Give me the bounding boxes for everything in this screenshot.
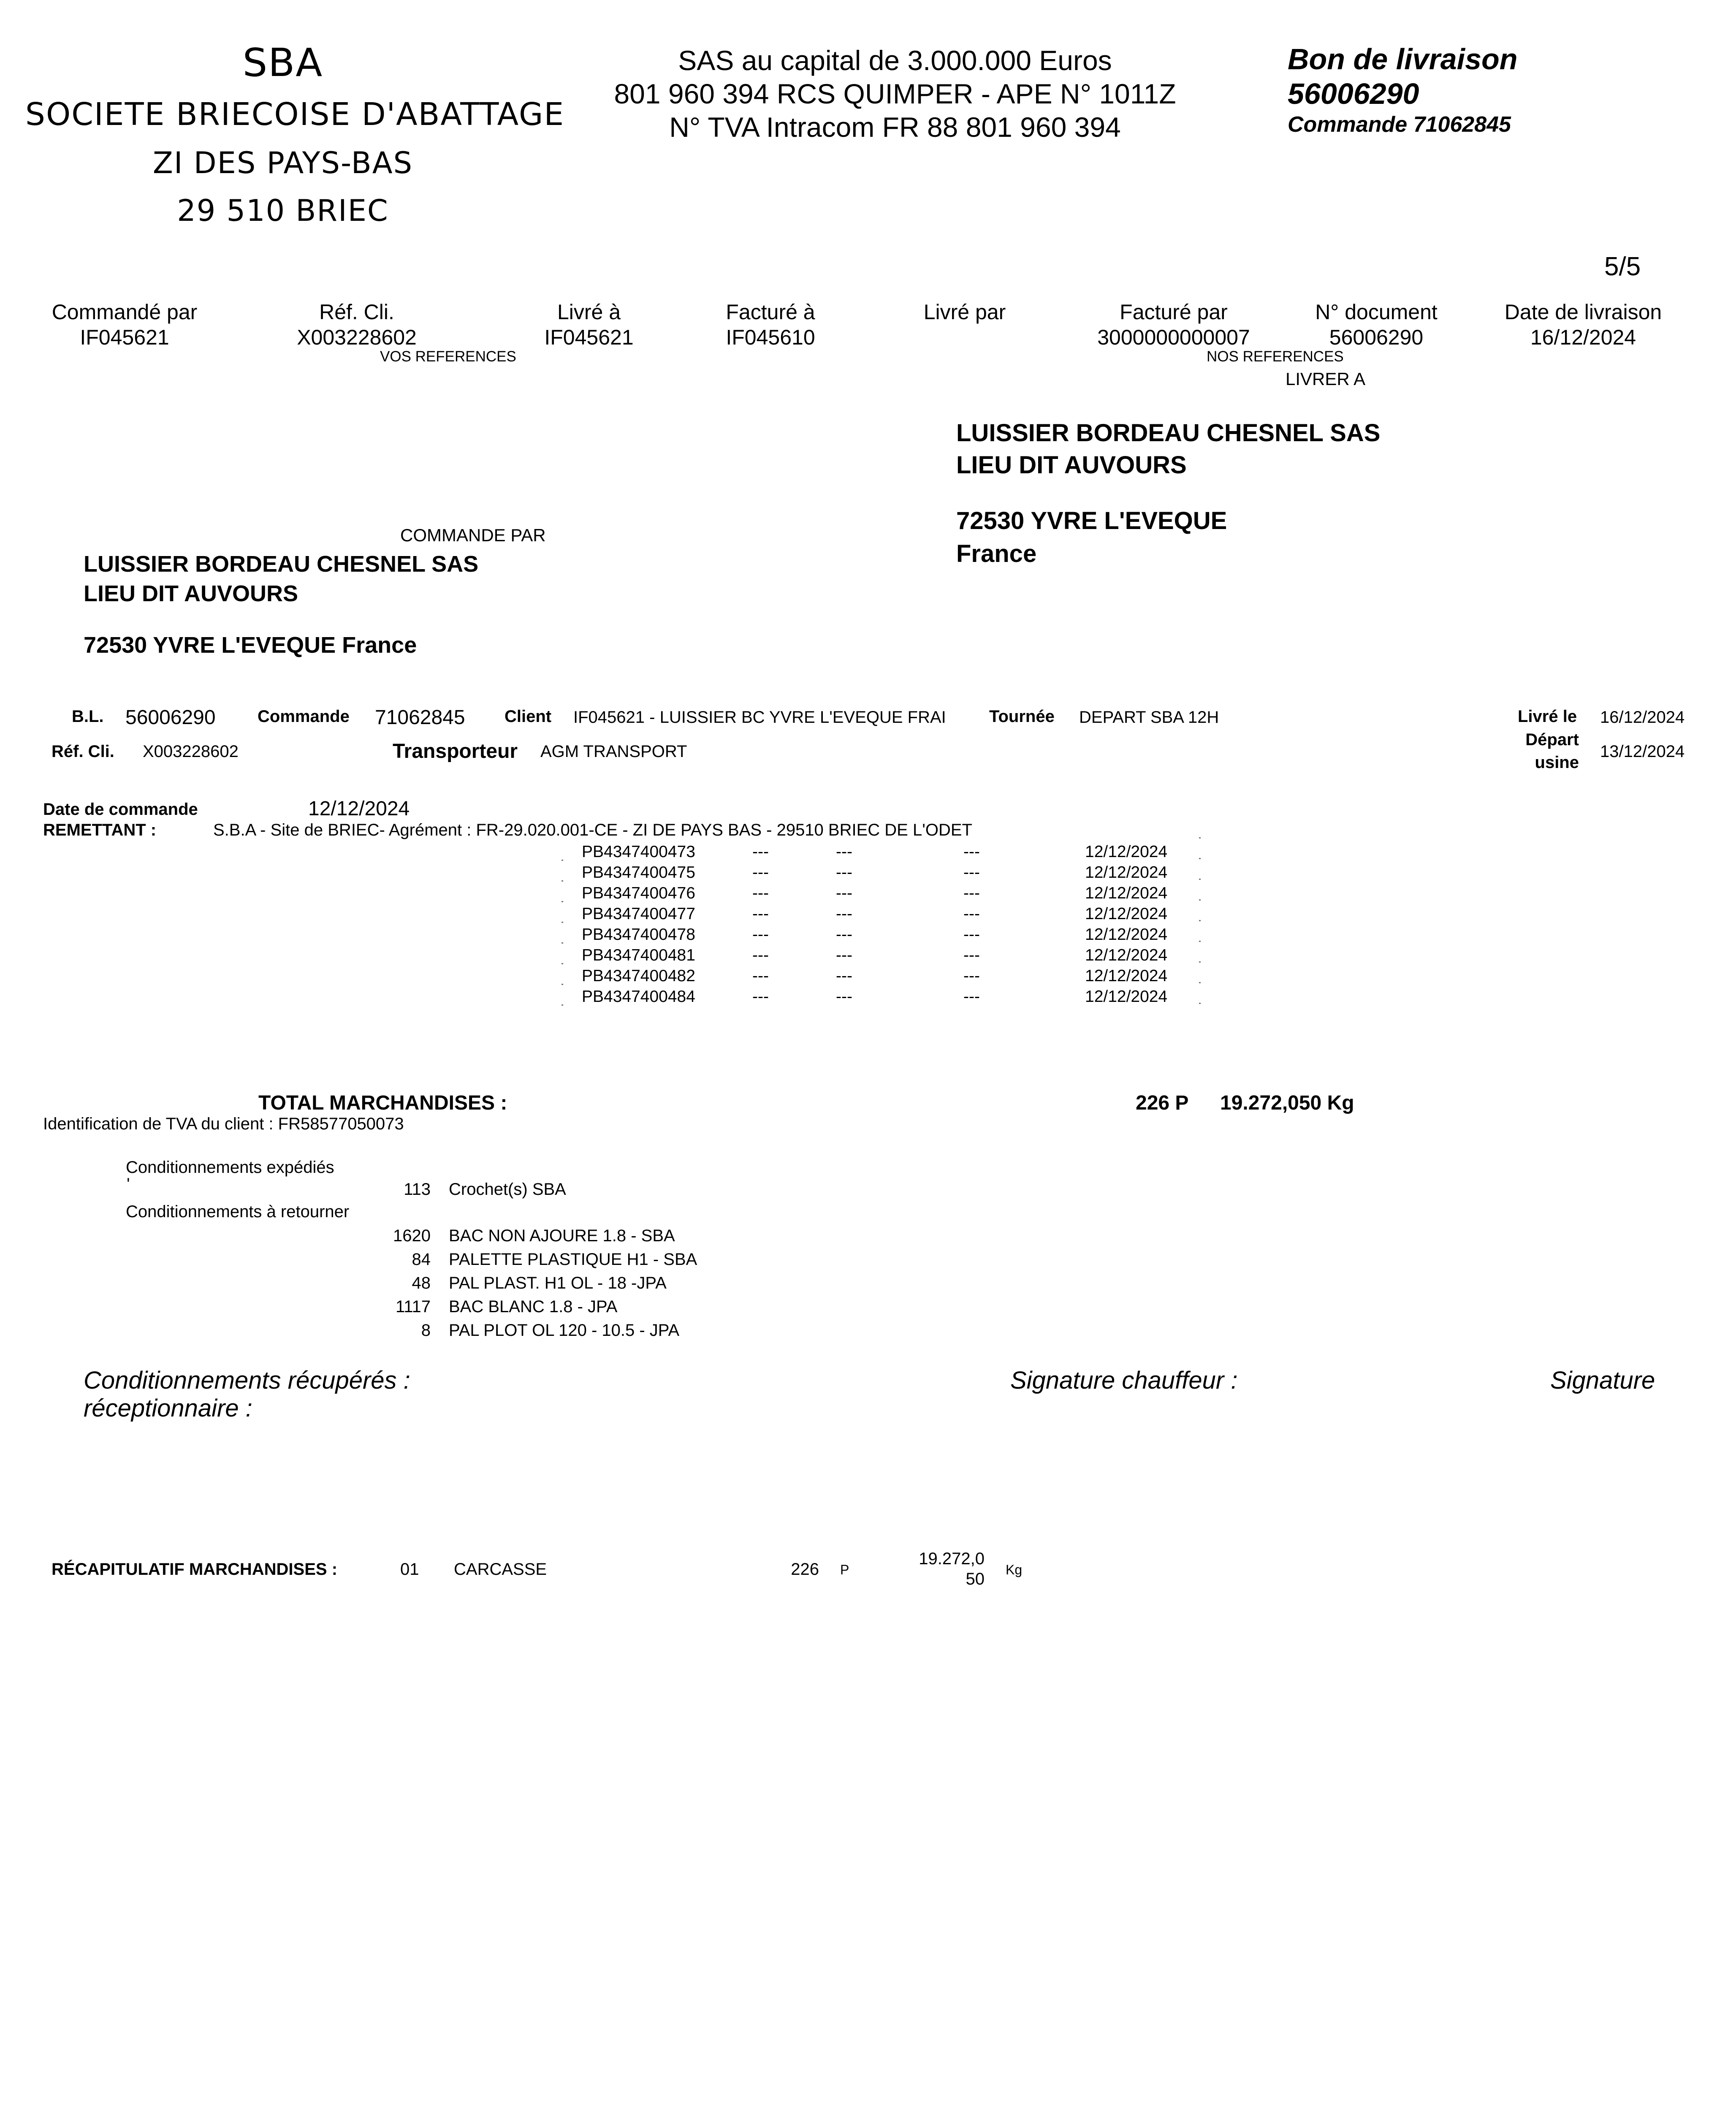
packaging-label: Crochet(s) SBA <box>449 1180 566 1199</box>
tour-value: DEPART SBA 12H <box>1079 708 1219 727</box>
row-tick-mark <box>1199 982 1201 983</box>
row-tick-mark <box>561 963 563 964</box>
batch-ref: PB4347400475 <box>582 863 695 882</box>
deliver-to-label: LIVRER A <box>1286 369 1366 389</box>
departure-value: 13/12/2024 <box>1600 742 1685 761</box>
row-tick-mark <box>561 922 563 923</box>
batch-date: 12/12/2024 <box>1085 905 1168 923</box>
packaging-qty: 1620 <box>393 1226 431 1245</box>
packaging-qty: 113 <box>404 1180 431 1199</box>
batch-col-1: --- <box>752 946 769 964</box>
our-references-label: NOS REFERENCES <box>1207 348 1344 365</box>
batch-col-2: --- <box>836 946 852 964</box>
packaging-label: PAL PLAST. H1 OL - 18 -JPA <box>449 1274 667 1292</box>
row-tick-mark <box>1199 961 1201 963</box>
row-tick-mark <box>561 860 563 861</box>
ordering-address-line-1: LUISSIER BORDEAU CHESNEL SAS <box>84 551 479 577</box>
recap-weight-unit: Kg <box>1006 1562 1023 1577</box>
ref-ordered-by-value: IF045621 <box>80 326 169 349</box>
ref-delivery-date-value: 16/12/2024 <box>1530 326 1636 349</box>
delivery-address-line-2: LIEU DIT AUVOURS <box>956 451 1187 479</box>
bl-value: 56006290 <box>125 706 216 729</box>
batch-col-3: --- <box>963 925 980 944</box>
carrier-label: Transporteur <box>393 740 518 762</box>
row-tick-mark <box>561 942 563 944</box>
document-type: Bon de livraison <box>1288 43 1518 76</box>
batch-col-3: --- <box>963 946 980 964</box>
ref-document-number-label: N° document <box>1315 300 1438 324</box>
packaging-qty: 48 <box>412 1274 431 1292</box>
ref-delivered-by-label: Livré par <box>923 300 1006 324</box>
legal-rcs: 801 960 394 RCS QUIMPER - APE N° 1011Z <box>614 78 1176 109</box>
recap-label: RÉCAPITULATIF MARCHANDISES : <box>52 1560 338 1579</box>
batch-ref: PB4347400481 <box>582 946 695 964</box>
batch-ref: PB4347400482 <box>582 967 695 985</box>
packaging-label: BAC NON AJOURE 1.8 - SBA <box>449 1226 675 1245</box>
delivery-address-line-3: 72530 YVRE L'EVEQUE <box>956 507 1227 535</box>
ref-document-number-value: 56006290 <box>1329 326 1424 349</box>
receiver-signature-label: Signature <box>1550 1367 1655 1394</box>
row-tick-mark <box>1199 899 1201 901</box>
batch-col-1: --- <box>752 925 769 944</box>
row-tick-mark <box>561 1004 563 1006</box>
batch-date: 12/12/2024 <box>1085 946 1168 964</box>
batch-date: 12/12/2024 <box>1085 884 1168 902</box>
order-label: Commande <box>258 707 350 726</box>
batch-ref: PB4347400477 <box>582 905 695 923</box>
row-tick-mark <box>1199 920 1201 921</box>
batch-col-3: --- <box>963 884 980 902</box>
ref-invoiced-to-value: IF045610 <box>726 326 815 349</box>
recap-product: CARCASSE <box>454 1560 547 1579</box>
batch-col-1: --- <box>752 863 769 882</box>
row-tick-mark <box>1199 837 1201 838</box>
row-tick-mark <box>561 984 563 985</box>
sender-value: S.B.A - Site de BRIEC- Agrément : FR-29.020.001-CE - ZI DE PAYS BAS - 29510 BRIEC DE L'ODET <box>213 821 972 839</box>
total-pieces: 226 P <box>1136 1092 1189 1114</box>
bl-label: B.L. <box>72 707 104 726</box>
packaging-qty: 1117 <box>395 1297 431 1316</box>
ref-delivery-date-label: Date de livraison <box>1504 300 1662 324</box>
shipped-packaging-label: Conditionnements expédiés <box>126 1158 334 1177</box>
batch-col-2: --- <box>836 843 852 861</box>
company-short-name: SBA <box>242 40 323 85</box>
batch-col-2: --- <box>836 863 852 882</box>
batch-col-2: --- <box>836 925 852 944</box>
client-label: Client <box>505 707 552 726</box>
batch-date: 12/12/2024 <box>1085 925 1168 944</box>
order-value: 71062845 <box>375 706 465 729</box>
departure-label-2: usine <box>1535 753 1579 772</box>
recap-quantity: 226 <box>791 1560 819 1579</box>
batch-col-1: --- <box>752 843 769 861</box>
ref-client-ref-label: Réf. Cli. <box>319 300 394 324</box>
row-tick-mark <box>1199 1003 1201 1004</box>
ref-ordered-by-label: Commandé par <box>52 300 198 324</box>
row-tick-mark <box>1199 858 1201 859</box>
row-tick-mark <box>1199 879 1201 880</box>
ordering-address-line-3: 72530 YVRE L'EVEQUE France <box>84 632 417 658</box>
batch-ref: PB4347400473 <box>582 843 695 861</box>
row-tick-mark <box>1199 941 1201 942</box>
batch-col-2: --- <box>836 967 852 985</box>
your-references-label: VOS REFERENCES <box>380 348 516 365</box>
packaging-label: PALETTE PLASTIQUE H1 - SBA <box>449 1250 697 1269</box>
recovered-packaging-label: Conditionnements récupérés : <box>84 1367 410 1394</box>
batch-date: 12/12/2024 <box>1085 843 1168 861</box>
order-date-label: Date de commande <box>43 800 198 819</box>
ref-delivered-to-value: IF045621 <box>544 326 634 349</box>
return-packaging-label: Conditionnements à retourner <box>126 1202 350 1221</box>
document-number: 56006290 <box>1288 77 1419 110</box>
recap-weight-line-1: 19.272,0 <box>919 1549 985 1568</box>
driver-signature-label: Signature chauffeur : <box>1010 1367 1238 1394</box>
delivery-address-line-1: LUISSIER BORDEAU CHESNEL SAS <box>956 419 1381 447</box>
shipped-packaging-mark: ' <box>127 1175 130 1194</box>
delivered-on-label: Livré le <box>1518 707 1577 726</box>
ordering-address-line-2: LIEU DIT AUVOURS <box>84 581 298 606</box>
tour-label: Tournée <box>989 707 1055 726</box>
recap-quantity-unit: P <box>840 1562 849 1577</box>
ref-delivered-to-label: Livré à <box>557 300 621 324</box>
packaging-qty: 8 <box>421 1321 431 1340</box>
batch-col-2: --- <box>836 988 852 1006</box>
company-address-2: 29 510 BRIEC <box>177 193 389 228</box>
batch-date: 12/12/2024 <box>1085 988 1168 1006</box>
ref-invoiced-by-value: 3000000000007 <box>1097 326 1250 349</box>
batch-date: 12/12/2024 <box>1085 967 1168 985</box>
batch-col-3: --- <box>963 905 980 923</box>
packaging-label: PAL PLOT OL 120 - 10.5 - JPA <box>449 1321 680 1340</box>
sender-label: REMETTANT : <box>43 821 157 839</box>
company-full-name: SOCIETE BRIECOISE D'ABATTAGE <box>25 96 565 133</box>
batch-col-1: --- <box>752 905 769 923</box>
client-tva-id: Identification de TVA du client : FR58577050073 <box>43 1115 404 1133</box>
recap-code: 01 <box>400 1560 419 1579</box>
batch-ref: PB4347400484 <box>582 988 695 1006</box>
total-goods-label: TOTAL MARCHANDISES : <box>258 1092 507 1114</box>
batch-col-2: --- <box>836 905 852 923</box>
document-order: Commande 71062845 <box>1288 112 1511 137</box>
client-ref-label: Réf. Cli. <box>52 742 114 761</box>
ref-invoiced-by-label: Facturé par <box>1120 300 1228 324</box>
company-address-1: ZI DES PAYS-BAS <box>152 146 413 180</box>
ordered-by-label: COMMANDE PAR <box>400 525 546 545</box>
batch-ref: PB4347400476 <box>582 884 695 902</box>
batch-col-3: --- <box>963 863 980 882</box>
client-value: IF045621 - LUISSIER BC YVRE L'EVEQUE FRAI <box>573 708 946 727</box>
batch-date: 12/12/2024 <box>1085 863 1168 882</box>
packaging-qty: 84 <box>412 1250 431 1269</box>
ref-client-ref-value: X003228602 <box>297 326 417 349</box>
ref-invoiced-to-label: Facturé à <box>726 300 815 324</box>
row-tick-mark <box>561 880 563 882</box>
delivered-on-value: 16/12/2024 <box>1600 708 1685 727</box>
recap-weight-line-2: 50 <box>966 1570 985 1588</box>
carrier-value: AGM TRANSPORT <box>540 742 687 761</box>
delivery-address-line-4: France <box>956 540 1037 567</box>
order-date-value: 12/12/2024 <box>308 798 410 820</box>
receiver-label: réceptionnaire : <box>84 1395 252 1422</box>
client-ref-value: X003228602 <box>143 742 239 761</box>
departure-label-1: Départ <box>1525 730 1579 749</box>
batch-col-3: --- <box>963 988 980 1006</box>
total-weight: 19.272,050 Kg <box>1220 1092 1354 1114</box>
batch-col-1: --- <box>752 884 769 902</box>
batch-ref: PB4347400478 <box>582 925 695 944</box>
batch-col-3: --- <box>963 843 980 861</box>
page-number: 5/5 <box>1604 252 1641 281</box>
packaging-label: BAC BLANC 1.8 - JPA <box>449 1297 618 1316</box>
legal-capital: SAS au capital de 3.000.000 Euros <box>678 45 1112 76</box>
batch-col-3: --- <box>963 967 980 985</box>
batch-col-2: --- <box>836 884 852 902</box>
legal-tva: N° TVA Intracom FR 88 801 960 394 <box>669 111 1121 143</box>
row-tick-mark <box>561 901 563 902</box>
batch-col-1: --- <box>752 988 769 1006</box>
batch-col-1: --- <box>752 967 769 985</box>
